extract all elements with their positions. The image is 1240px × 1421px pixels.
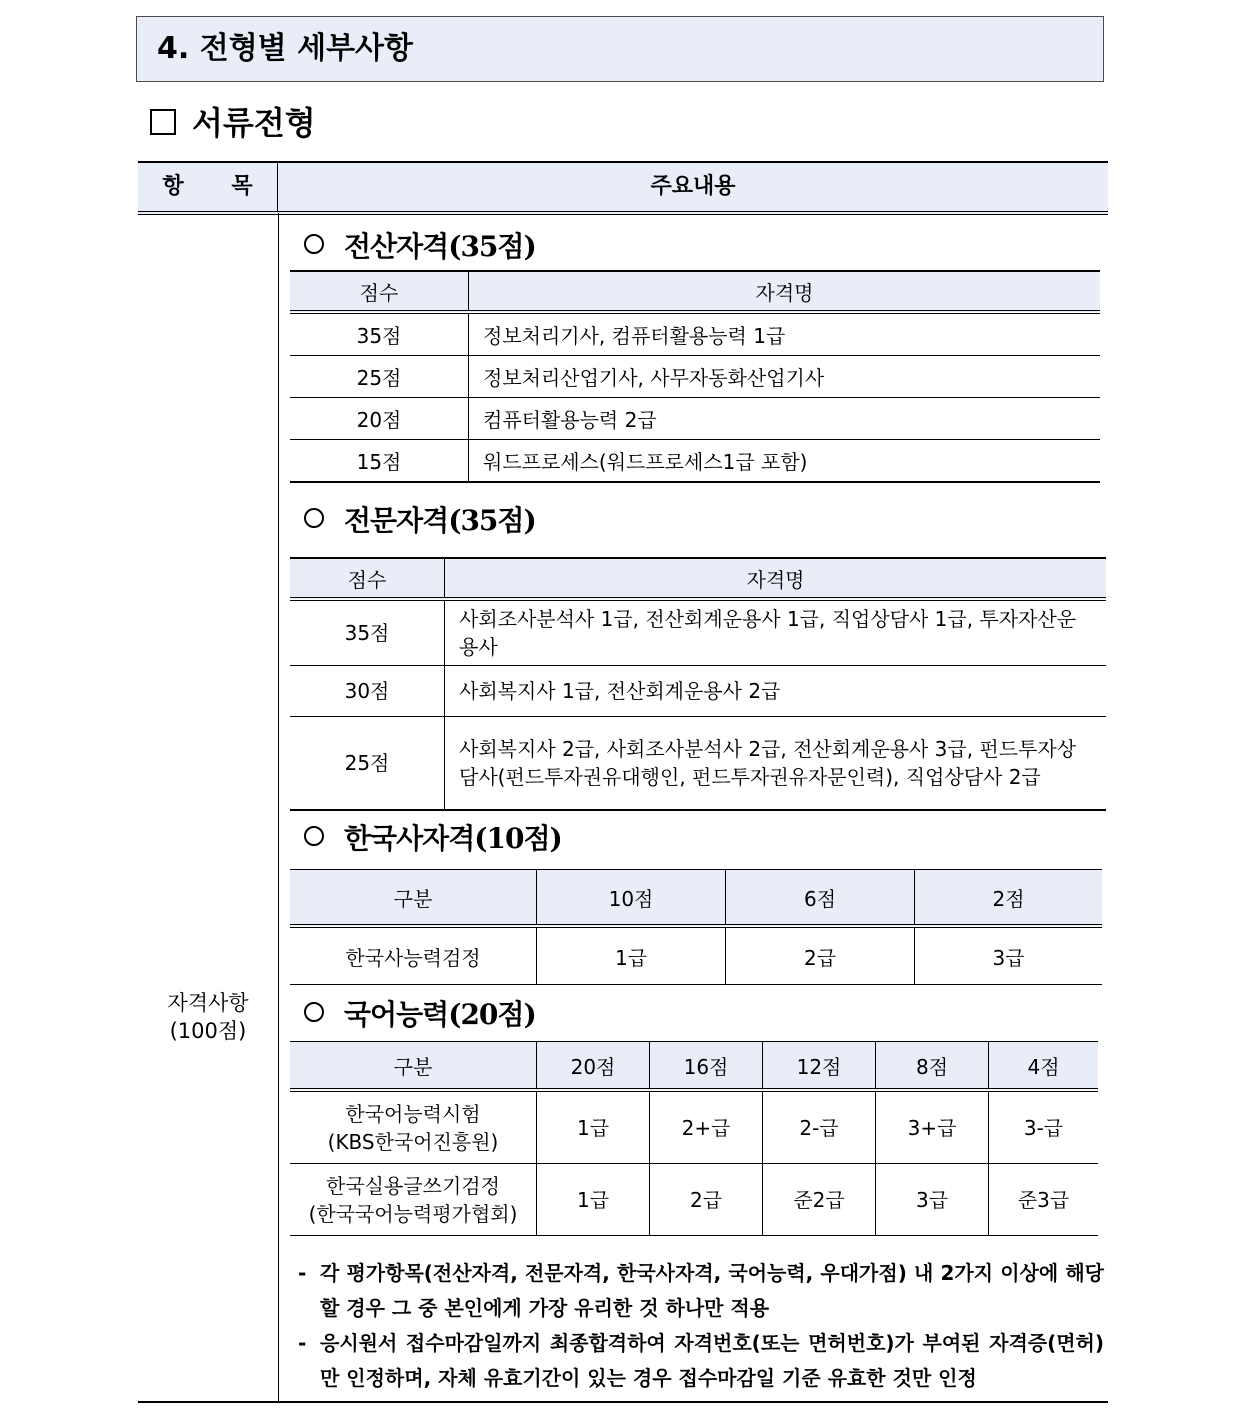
- table-row: [290, 926, 1102, 985]
- row-label-line2: (KBS한국어진흥원): [327, 1129, 499, 1154]
- notes: [298, 1256, 1104, 1396]
- row-label: [290, 1090, 537, 1164]
- it-cert-heading: [304, 227, 536, 267]
- grade-cell: 1급: [537, 926, 726, 985]
- col-header: 구분: [290, 1042, 537, 1091]
- grade-cell: 3급: [876, 1164, 989, 1236]
- table-row: [290, 1164, 1098, 1236]
- circle-bullet-icon: [304, 826, 324, 846]
- outer-table-header: [138, 161, 1108, 215]
- col-header: 20점: [537, 1042, 650, 1091]
- col-name: 자격명: [445, 558, 1107, 599]
- circle-bullet-icon: [304, 508, 324, 528]
- grade-cell: 3+급: [876, 1090, 989, 1164]
- header-item: 항 목: [138, 163, 278, 211]
- grade-cell: 준3급: [989, 1164, 1099, 1236]
- col-score: 점수: [290, 271, 469, 312]
- row-label-line1: 한국어능력시험: [345, 1101, 481, 1126]
- it-cert-heading-text: 전산자격(35점): [344, 230, 536, 263]
- circle-bullet-icon: [304, 234, 324, 254]
- checkbox-square-icon: [150, 109, 176, 135]
- col-header: 12점: [763, 1042, 876, 1091]
- col-header: 2점: [915, 870, 1103, 927]
- grade-cell: 3급: [915, 926, 1103, 985]
- score-cell: 25점: [290, 356, 469, 398]
- note-item: [298, 1256, 1104, 1326]
- note-item: [298, 1326, 1104, 1396]
- grade-cell: 1급: [537, 1090, 650, 1164]
- section-title: 4. 전형별 세부사항: [136, 16, 1104, 82]
- grade-cell: 2-급: [763, 1090, 876, 1164]
- col-header: 4점: [989, 1042, 1099, 1091]
- grade-cell: 3-급: [989, 1090, 1099, 1164]
- note-text: 각 평가항목(전산자격, 전문자격, 한국사자격, 국어능력, 우대가점) 내 2가지 이상에 해당할 경우 그 중 본인에게 가장 유리한 것 하나만 적용: [320, 1261, 1104, 1320]
- left-column: [138, 213, 279, 1401]
- table-row: [290, 312, 1100, 356]
- name-cell: 컴퓨터활용능력 2급: [469, 398, 1101, 440]
- qualification-label-line1: 자격사항: [167, 991, 249, 1015]
- korean-heading-text: 국어능력(20점): [344, 998, 536, 1031]
- table-row: [290, 717, 1106, 811]
- dash-bullet: -: [298, 1331, 307, 1355]
- row-label: 한국사능력검정: [290, 926, 537, 985]
- name-cell: 워드프로세스(워드프로세스1급 포함): [469, 440, 1101, 483]
- score-cell: 20점: [290, 398, 469, 440]
- history-heading-text: 한국사자격(10점): [344, 822, 562, 855]
- grade-cell: 2급: [726, 926, 915, 985]
- history-table: [290, 869, 1102, 985]
- name-cell: 정보처리산업기사, 사무자동화산업기사: [469, 356, 1101, 398]
- grade-cell: 2+급: [650, 1090, 763, 1164]
- name-cell: 정보처리기사, 컴퓨터활용능력 1급: [469, 312, 1101, 356]
- table-row: [290, 398, 1100, 440]
- qualification-label-line2: (100점): [169, 1019, 247, 1043]
- pro-cert-heading: [304, 501, 536, 541]
- subtitle: [150, 100, 316, 146]
- col-header: 8점: [876, 1042, 989, 1091]
- header-content: 주요내용: [650, 174, 736, 199]
- name-cell: 사회복지사 1급, 전산회계운용사 2급: [445, 666, 1107, 717]
- name-cell: 사회복지사 2급, 사회조사분석사 2급, 전산회계운용사 3급, 펀드투자상담사(펀드투자권유대행인, 펀드투자권유자문인력), 직업상담사 2급: [445, 717, 1107, 811]
- col-header: 16점: [650, 1042, 763, 1091]
- pro-cert-heading-text: 전문자격(35점): [344, 504, 536, 537]
- subtitle-text: 서류전형: [192, 104, 316, 142]
- it-cert-table: [290, 270, 1100, 483]
- row-label-line2: (한국국어능력평가협회): [308, 1201, 518, 1226]
- history-heading: [304, 819, 562, 859]
- score-cell: 15점: [290, 440, 469, 483]
- name-cell: 사회조사분석사 1급, 전산회계운용사 1급, 직업상담사 1급, 투자자산운용사: [445, 599, 1107, 666]
- row-label: [290, 1164, 537, 1236]
- korean-heading: [304, 995, 536, 1035]
- table-row: [290, 440, 1100, 483]
- grade-cell: 1급: [537, 1164, 650, 1236]
- score-cell: 25점: [290, 717, 445, 811]
- col-name: 자격명: [469, 271, 1101, 312]
- score-cell: 35점: [290, 312, 469, 356]
- dash-bullet: -: [298, 1261, 307, 1285]
- circle-bullet-icon: [304, 1002, 324, 1022]
- table-bottom-border: [138, 1401, 1108, 1403]
- table-row: [290, 356, 1100, 398]
- grade-cell: 2급: [650, 1164, 763, 1236]
- pro-cert-table: [290, 557, 1106, 811]
- col-header: 10점: [537, 870, 726, 927]
- grade-cell: 준2급: [763, 1164, 876, 1236]
- col-score: 점수: [290, 558, 445, 599]
- table-row: [290, 666, 1106, 717]
- table-row: [290, 1090, 1098, 1164]
- table-row: [290, 599, 1106, 666]
- korean-table: [290, 1041, 1098, 1236]
- note-text: 응시원서 접수마감일까지 최종합격하여 자격번호(또는 면허번호)가 부여된 자격증(면허)만 인정하며, 자체 유효기간이 있는 경우 접수마감일 기준 유효한 것만 인정: [320, 1331, 1104, 1390]
- row-label-line1: 한국실용글쓰기검정: [326, 1173, 500, 1198]
- score-cell: 30점: [290, 666, 445, 717]
- col-header: 구분: [290, 870, 537, 927]
- qualification-label: [138, 989, 278, 1045]
- score-cell: 35점: [290, 599, 445, 666]
- col-header: 6점: [726, 870, 915, 927]
